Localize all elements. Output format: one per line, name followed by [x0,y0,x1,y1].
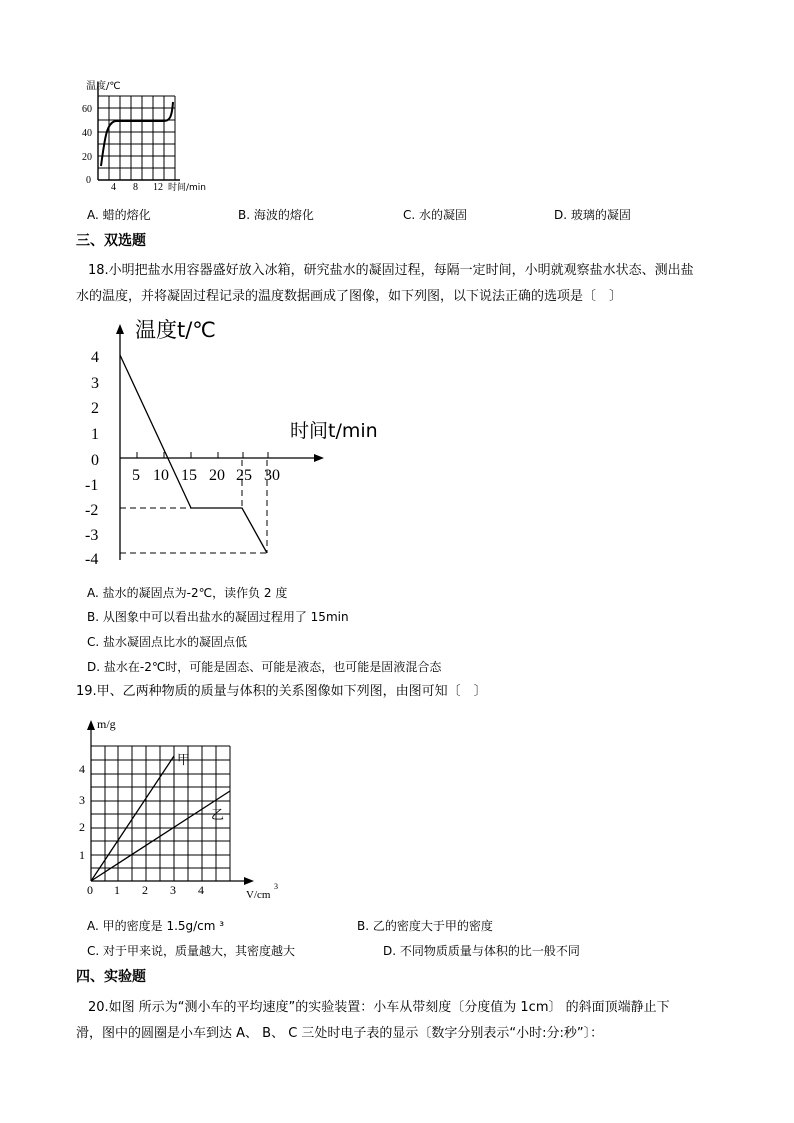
section-title-4: 四、实验题 [76,969,146,985]
q18-y-tick-1: 1 [91,426,99,443]
q18-stem-line1: 18.小明把盐水用容器盛好放入冰箱，研究盐水的凝固过程，每隔一定时间，小明就观察盐水状态、测出盐 [88,263,694,278]
q19-x-tick-2: 2 [142,883,148,897]
q17-option-c: C. 水的凝固 [403,208,468,222]
q17-x-tick-4: 4 [111,182,116,193]
q18-option-a: A. 盐水的凝固点为-2℃，读作负 2 度 [87,586,288,600]
q18-option-b: B. 从图象中可以看出盐水的凝固过程用了 15min [87,610,349,624]
q19-x-tick-1: 1 [114,883,120,897]
q20-stem-line1: 20.如图 所示为“测小车的平均速度”的实验装置：小车从带刻度〔分度值为 1cm〕 的斜面顶端静止下 [88,1000,670,1015]
q19-option-b: B. 乙的密度大于甲的密度 [357,919,493,933]
q19-x-label-sup: 3 [274,882,278,891]
q20-stem-line2: 滑，图中的圆圈是小车到达 A、 B、 C 三处时电子表的显示〔数字分别表示“小时:分:秒”〕： [76,1026,604,1041]
q18-x-tick-5: 5 [132,467,140,484]
q19-series-label-yi: 乙 [211,808,225,823]
q18-y-tick-3: 3 [91,375,99,392]
q18-x-tick-10: 10 [153,467,169,484]
q17-y-tick-40: 40 [82,128,92,139]
q18-x-label: 时间t/min [290,420,378,442]
q18-x-tick-20: 20 [209,467,225,484]
q17-option-a: A. 蜡的熔化 [87,208,151,222]
q18-y-arrow [116,324,124,334]
q18-stem-line2: 水的温度，并将凝固过程记录的温度数据画成了图像，如下列图，以下说法正确的选项是〔 〕 [76,289,623,304]
q19-y-label: m/g [97,717,116,731]
q19-mass-volume-graph [70,708,290,904]
q18-y-tick-2: 2 [91,400,99,417]
q18-option-c: C. 盐水凝固点比水的凝固点低 [87,635,248,649]
q18-y-tick-neg2: -2 [85,502,99,519]
q17-option-d: D. 玻璃的凝固 [554,208,631,222]
section-title-3: 三、双选题 [76,233,146,249]
q19-option-c: C. 对于甲来说，质量越大，其密度越大 [87,944,296,958]
q19-series-label-jia: 甲 [177,753,191,768]
q19-option-a: A. 甲的密度是 1.5g/cm ³ [87,919,225,933]
q19-y-tick-4: 4 [79,762,85,776]
q19-x-tick-4: 4 [198,883,204,897]
q19-x-arrow [244,877,254,885]
q19-x-tick-0: 0 [87,883,93,897]
q18-x-tick-15: 15 [181,467,197,484]
q18-y-tick-neg3: -3 [85,527,99,544]
q17-y-tick-20: 20 [82,152,92,163]
q18-x-arrow [314,454,324,462]
q18-y-tick-0: 0 [91,452,99,469]
q19-x-label: V/cm [246,889,271,901]
q18-y-tick-neg1: -1 [85,477,99,494]
q18-x-tick-30: 30 [264,467,280,484]
q17-y-label: 温度/℃ [86,81,121,92]
q17-y-tick-60: 60 [82,104,92,115]
q17-x-tick-8: 8 [133,182,138,193]
q17-x-label: 时间/min [168,183,207,193]
q18-option-d: D. 盐水在-2℃时，可能是固态、可能是液态，也可能是固液混合态 [87,660,442,674]
q18-temperature-graph [80,310,410,575]
q18-x-tick-25: 25 [236,467,252,484]
q19-stem: 19.甲、乙两种物质的质量与体积的关系图像如下列图，由图可知〔 〕 [76,684,487,699]
q19-y-arrow [87,720,95,730]
q17-melting-graph [76,76,226,196]
q18-data-line [120,355,267,553]
q19-option-d: D. 不同物质质量与体积的比一般不同 [383,944,580,958]
q18-y-tick-neg4: -4 [85,551,99,568]
q19-y-tick-3: 3 [79,793,85,807]
q17-option-b: B. 海波的熔化 [238,208,314,222]
q19-y-tick-1: 1 [79,848,85,862]
q18-y-label: 温度t/℃ [135,318,216,342]
q17-x-tick-12: 12 [153,182,163,193]
q17-y-tick-0: 0 [86,175,91,186]
q19-x-tick-3: 3 [170,883,176,897]
q18-y-tick-4: 4 [91,349,99,366]
q19-y-tick-2: 2 [79,820,85,834]
